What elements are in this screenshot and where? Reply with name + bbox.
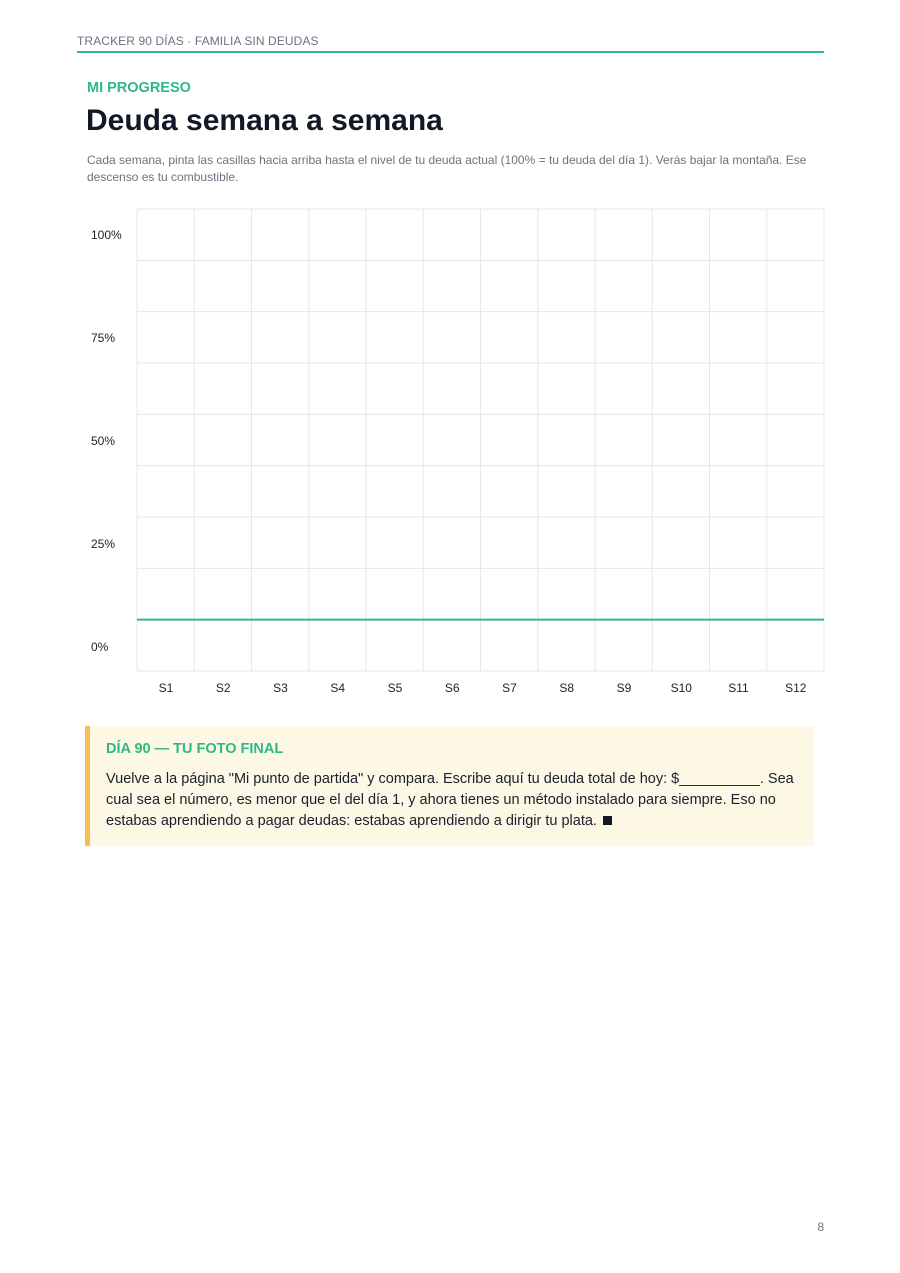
callout-body (106, 769, 806, 832)
callout-text: Vuelve a la página "Mi punto de partida" y compara. Escribe aquí tu deuda total de hoy: $__________. Sea cual sea el número, es menor que el del día 1, y ahora tienes un método instalado para siempre. Eso no estabas aprendiendo a pagar deudas: estabas aprendiendo a dirigir tu plata. (106, 771, 794, 829)
x-tick-label: S3 (273, 681, 288, 695)
page-title: Deuda semana a semana (86, 104, 443, 137)
x-tick-label: S5 (387, 681, 403, 695)
x-tick-label: S2 (215, 681, 231, 695)
y-tick-label: 100% (91, 228, 122, 242)
y-tick-label: 50% (91, 434, 116, 448)
x-tick-label: S7 (502, 681, 517, 695)
running-header: TRACKER 90 DÍAS · FAMILIA SIN DEUDAS (77, 34, 319, 48)
x-tick-label: S10 (670, 681, 692, 695)
x-tick-label: S9 (616, 681, 632, 695)
x-tick-label: S1 (158, 681, 174, 695)
end-square-icon (603, 816, 612, 825)
final-photo-callout (85, 726, 814, 846)
x-tick-label: S6 (444, 681, 460, 695)
callout-title: DÍA 90 — TU FOTO FINAL (106, 741, 284, 757)
page-number: 8 (817, 1220, 824, 1234)
y-axis-ticks (91, 228, 122, 654)
x-tick-label: S11 (728, 681, 749, 695)
x-tick-label: S8 (559, 681, 575, 695)
chart-grid (137, 209, 824, 671)
intro-paragraph: Cada semana, pinta las casillas hacia arriba hasta el nivel de tu deuda actual (100% = tu deuda del día 1). Verás bajar la montaña. Ese descenso es tu combustible. (87, 153, 807, 184)
section-eyebrow: MI PROGRESO (87, 80, 191, 96)
y-tick-label: 0% (91, 640, 109, 654)
x-tick-label: S4 (330, 681, 346, 695)
x-axis-ticks (159, 681, 807, 695)
y-tick-label: 25% (91, 537, 116, 551)
y-tick-label: 75% (91, 331, 116, 345)
x-tick-label: S12 (785, 681, 807, 695)
